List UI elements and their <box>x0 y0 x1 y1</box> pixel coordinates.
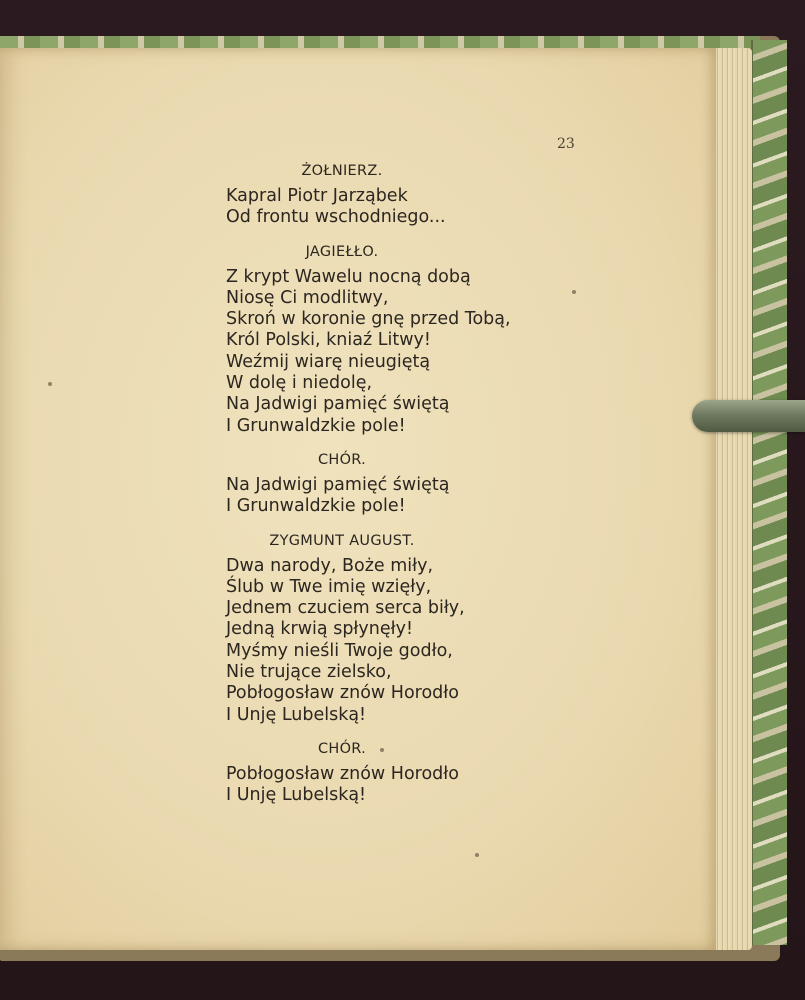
verse-line: Myśmy nieśli Twoje godło, <box>226 640 453 661</box>
verse-line: I Grunwaldzkie pole! <box>226 415 406 436</box>
verse <box>226 186 546 229</box>
section-jagiello <box>226 241 546 437</box>
section-chor-2 <box>226 738 546 807</box>
speaker-label: CHÓR. <box>317 740 367 757</box>
cover-pattern-top <box>0 36 760 48</box>
verse-line: Od frontu wschodniego... <box>226 207 446 228</box>
section-zolnierz <box>226 160 546 229</box>
bookmark-ribbon[interactable] <box>692 400 805 432</box>
verse-line: Nie trujące zielsko, <box>226 662 392 683</box>
verse-line: Dwa narody, Boże miły, <box>226 555 434 576</box>
speaker-label: JAGIEŁŁO. <box>305 243 379 260</box>
verse-line: I Unję Lubelską! <box>226 785 367 806</box>
paper-speck <box>48 382 52 386</box>
page-number: 23 <box>557 136 575 152</box>
speaker-label: ŻOŁNIERZ. <box>301 163 383 179</box>
verse-line: Pobłogosław znów Horodło <box>226 763 459 784</box>
verse-line: W dolę i niedolę, <box>226 373 373 394</box>
verse-line: Skroń w koronie gnę przed Tobą, <box>226 309 511 330</box>
verse-line: Na Jadwigi pamięć świętą <box>226 394 450 415</box>
paper-speck <box>572 290 576 294</box>
verse-line: Król Polski, kniaź Litwy! <box>226 330 431 351</box>
verse <box>226 475 546 518</box>
verse-line: I Unję Lubelską! <box>226 704 367 725</box>
verse-line: Z krypt Wawelu nocną dobą <box>226 266 471 287</box>
section-chor-1 <box>226 449 546 518</box>
verse-line: Weźmij wiarę nieugiętą <box>226 351 431 372</box>
poem-text <box>226 160 546 819</box>
section-zygmunt-august <box>226 530 546 726</box>
verse <box>226 556 546 726</box>
verse-line: Jednem czuciem serca biły, <box>226 598 465 619</box>
verse <box>226 267 546 437</box>
verse-line: Kapral Piotr Jarząbek <box>226 186 408 206</box>
speaker-label: ZYGMUNT AUGUST. <box>269 532 415 549</box>
cover-pattern-side <box>751 40 787 945</box>
speaker-label: CHÓR. <box>317 451 367 468</box>
paper-speck <box>475 853 479 857</box>
verse-line: I Grunwaldzkie pole! <box>226 496 406 517</box>
verse-line: Pobłogosław znów Horodło <box>226 683 459 704</box>
verse-line: Na Jadwigi pamięć świętą <box>226 474 450 495</box>
verse-line: Ślub w Twe imię wzięły, <box>226 576 432 597</box>
verse <box>226 764 546 807</box>
paper-speck <box>380 748 384 752</box>
verse-line: Jedną krwią spłynęły! <box>226 619 413 640</box>
verse-line: Niosę Ci modlitwy, <box>226 287 389 308</box>
